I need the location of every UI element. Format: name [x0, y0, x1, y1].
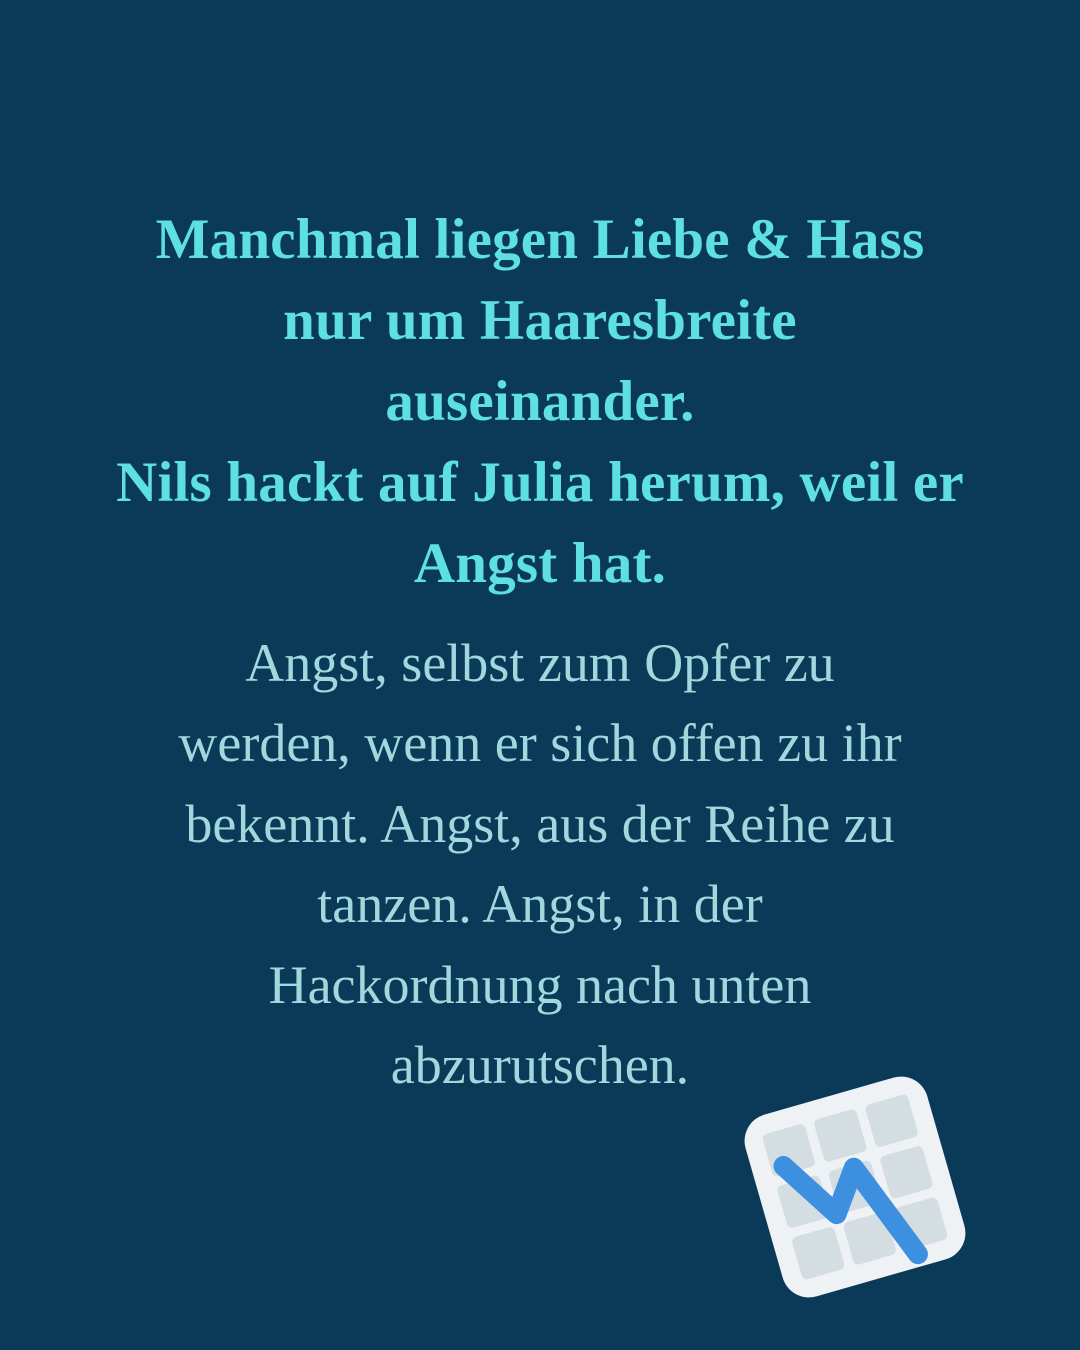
body-line: bekennt. Angst, aus der Reihe zu: [185, 793, 895, 854]
headline-line: Nils hackt auf Julia herum, weil er: [116, 450, 964, 514]
headline-line: Manchmal liegen Liebe & Hass: [155, 208, 925, 271]
headline: [116, 200, 964, 605]
headline-line: auseinander.: [385, 369, 695, 433]
body-line: Hackordnung nach unten: [268, 954, 812, 1015]
body-line: Angst, selbst zum Opfer zu: [245, 632, 835, 693]
body-line: abzurutschen.: [390, 1034, 690, 1095]
body-text: [178, 623, 901, 1106]
headline-line: Angst hat.: [413, 531, 667, 595]
headline-line: nur um Haaresbreite: [283, 288, 797, 352]
body-line: tanzen. Angst, in der: [317, 874, 763, 935]
body-line: werden, wenn er sich offen zu ihr: [178, 713, 902, 774]
